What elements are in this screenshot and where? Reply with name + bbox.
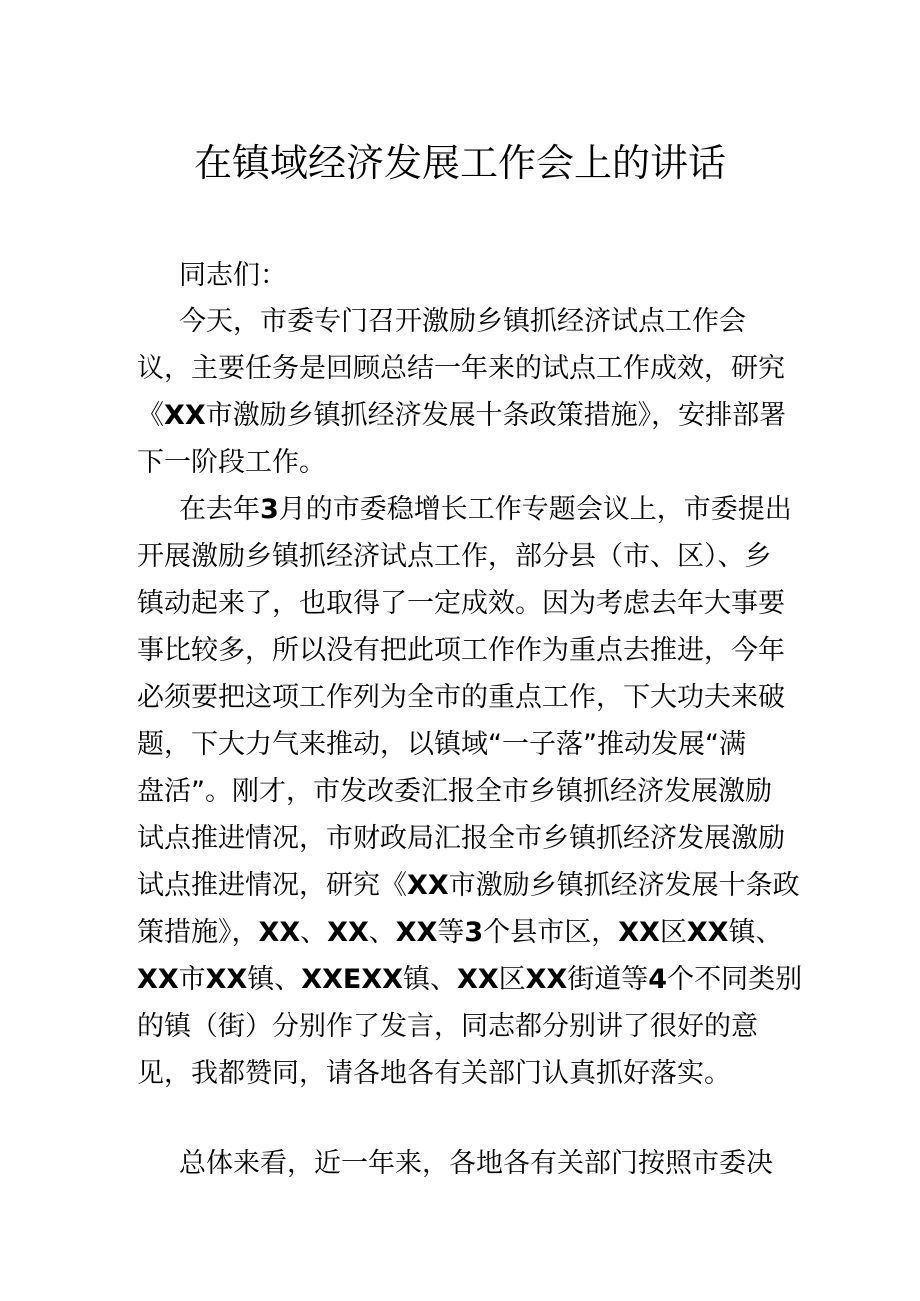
text-span: 个不同类别 (667, 964, 803, 995)
text-line: 的镇（街）分别作了发言，同志都分别讲了很好的意 (137, 1011, 758, 1042)
text-line: 今天，市委专门召开激励乡镇抓经济试点工作会 (179, 306, 746, 337)
text-span: 区 (659, 917, 687, 948)
text-span-bold: XX (164, 400, 206, 431)
text-span: 个县市区， (483, 917, 619, 948)
text-span: 市 (178, 964, 206, 995)
text-line: 试点推进情况，市财政局汇报全市乡镇抓经济发展激励 (137, 823, 785, 854)
text-span: 、 (300, 917, 328, 948)
paragraph-3 (137, 1140, 782, 1187)
text-line (137, 862, 800, 909)
text-span-bold: XX (407, 870, 449, 901)
paragraph-1 (137, 298, 787, 486)
text-line (137, 909, 782, 956)
text-span-bold: XXEXX (301, 964, 403, 995)
text-span: 镇、 (403, 964, 457, 995)
text-line: 开展激励乡镇抓经济试点工作，部分县（市、区）、乡 (137, 541, 772, 572)
text-span-bold: 3 (464, 917, 484, 948)
text-line: 题，下大力气来推动，以镇域“一子落”推动发展“满 (137, 729, 746, 760)
text-span: 区 (498, 964, 526, 995)
document-title: 在镇域经济发展工作会上的讲话 (193, 141, 726, 185)
text-line: 盘活”。刚才，市发改委汇报全市乡镇抓经济发展激励 (137, 776, 772, 807)
text-line: 见，我都赞同，请各地各有关部门认真抓好落实。 (137, 1058, 731, 1089)
text-span: 《 (137, 400, 164, 431)
text-span: 、 (368, 917, 396, 948)
text-span: 镇、 (247, 964, 302, 995)
text-span-bold: XX (137, 964, 179, 995)
text-line: 议，主要任务是回顾总结一年来的试点工作成效，研究 (137, 353, 785, 384)
text-line: 镇动起来了，也取得了一定成效。因为考虑去年大事要 (137, 588, 785, 619)
text-line (137, 486, 792, 533)
paragraph-2 (137, 486, 803, 1097)
text-span-bold: 4 (648, 964, 668, 995)
text-span-bold: XX (395, 917, 438, 948)
text-span: 月的市委稳增长工作专题会议上，市委提出 (278, 494, 792, 525)
text-span: 市激励乡镇抓经济发展十条政策措施》，安排部署 (205, 400, 787, 431)
text-line: 事比较多，所以没有把此项工作作为重点去推进，今年 (137, 635, 785, 666)
salutation (137, 252, 782, 299)
text-span-bold: XX (525, 964, 568, 995)
text-span-bold: XX (618, 917, 660, 948)
text-span-bold: XX (457, 964, 499, 995)
text-span-bold: XX (327, 917, 369, 948)
salutation-text: 同志们： (179, 260, 287, 291)
text-line: 下一阶段工作。 (137, 447, 326, 478)
text-span: 街道等 (567, 964, 649, 995)
text-span: 策措施》， (137, 917, 259, 948)
text-span: 市激励乡镇抓经济发展十条政 (448, 870, 800, 901)
text-span: 在去年 (179, 494, 260, 525)
text-line (137, 956, 803, 1003)
text-span-bold: XX (686, 917, 729, 948)
text-line: 必须要把这项工作列为全市的重点工作，下大功夫来破 (137, 682, 785, 713)
text-span: 等 (437, 917, 465, 948)
text-span-bold: XX (205, 964, 248, 995)
text-span-bold: 3 (260, 494, 279, 525)
text-line: 总体来看，近一年来，各地各有关部门按照市委决 (179, 1148, 773, 1179)
text-span-bold: XX (258, 917, 301, 948)
text-span: 试点推进情况，研究《 (137, 870, 407, 901)
text-line (137, 392, 787, 439)
text-span: 镇、 (728, 917, 783, 948)
